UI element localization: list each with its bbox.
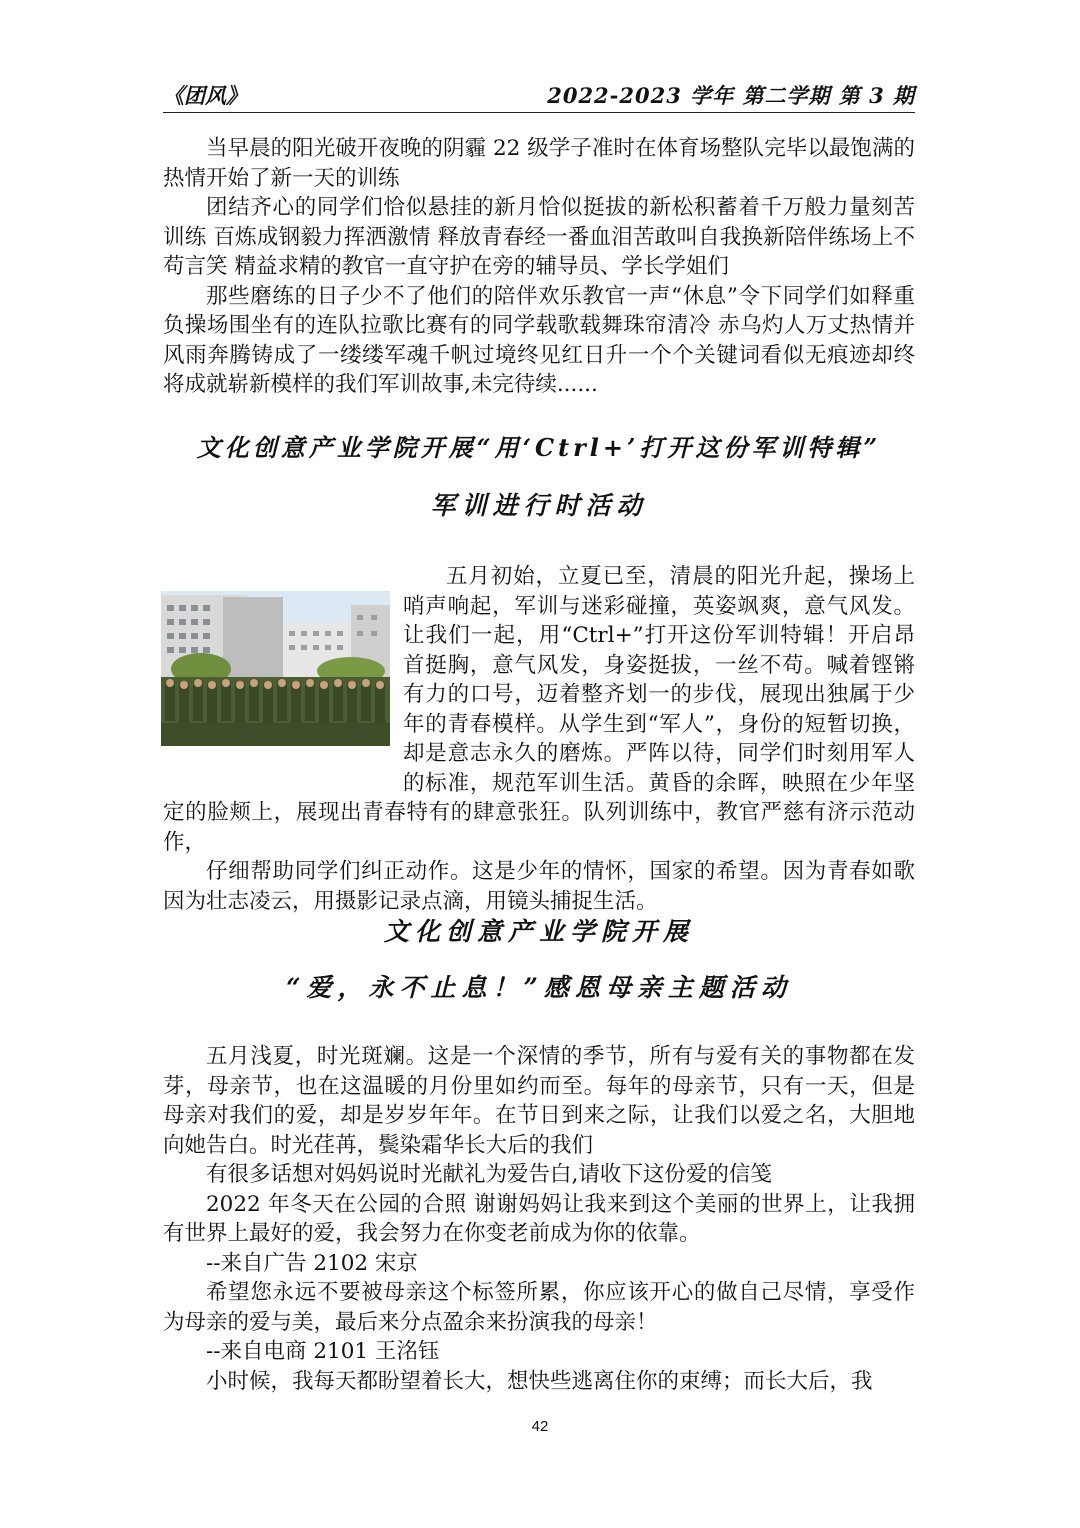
paragraph: 五月浅夏，时光斑斓。这是一个深情的季节，所有与爱有关的事物都在发芽，母亲节，也在这温暖的月份里如约而至。每年的母亲节，只有一天，但是母亲对我们的爱，却是岁岁年年。在节日到来之际，让我们以爱之名，大胆地向她告白。时光荏苒，鬓染霜华长大后的我们 [163,1044,915,1158]
section1-body [163,134,915,400]
section3-body [163,1042,915,1396]
paragraph: 五月初始，立夏已至，清晨的阳光升起，操场上哨声响起，军训与迷彩碰撞，英姿飒爽，意气风发。让我们一起，用“Ctrl+”打开这份军训特辑！开启昂首挺胸，意气风发，身姿挺拔，一丝不苟。喊着铿锵有力的口号，迈着整齐划一的步伐，展现出独属于少年的青春模样。从学生到“军人”，身份的短暂切换，却是意志永久的磨炼。严阵以待，同学们时刻用军人的标准，规范军训生活。黄昏的余晖，映照在少年坚定的脸颊上，展现出青春特有的肆意张狂。队列训练中，教官严慈有济示范动作， [163,564,915,855]
paragraph: 小时候，我每天都盼望着长大，想快些逃离住你的束缚；而长大后，我 [206,1368,873,1394]
journal-name: 《团风》 [163,83,247,108]
paragraph: 仔细帮助同学们纠正动作。这是少年的情怀，国家的希望。因为青春如歌因为壮志凌云，用摄影记录点滴，用镜头捕捉生活。 [163,859,915,914]
signature-line: --来自广告 2102 宋京 [206,1250,418,1276]
paragraph: 有很多话想对妈妈说时光献礼为爱告白,请收下这份爱的信笺 [206,1162,772,1187]
paragraph: 当早晨的阳光破开夜晚的阴霾 22 级学子准时在体育场整队完毕以最饱满的热情开始了新一天的训练 [163,136,915,191]
issue-info: 2022-2023 学年 第二学期 第 3 期 [547,83,915,108]
section2-title-line1: 文化创意产业学院开展“用‘Ctrl+’打开这份军训特辑” [196,433,882,462]
section2-title-line2: 军训进行时活动 [430,491,648,520]
paragraph: 2022 年冬天在公园的合照 谢谢妈妈让我来到这个美丽的世界上，让我拥有世界上最好的爱，我会努力在你变老前成为你的依靠。 [163,1191,915,1246]
page-number: 42 [531,1418,549,1435]
photo-spacer [163,591,403,776]
section2-body [163,562,915,916]
signature-line: --来自电商 2101 王洺钰 [206,1339,440,1364]
page-header [163,78,915,113]
paragraph: 希望您永远不要被母亲这个标签所累，你应该开心的做自己尽情，享受作为母亲的爱与美，最后来分点盈余来扮演我的母亲！ [163,1280,915,1335]
paragraph: 团结齐心的同学们恰似悬挂的新月恰似挺拔的新松积蓄着千万般力量刻苦训练 百炼成钢毅力挥洒激情 释放青春经一番血泪苦敢叫自我换新陪伴练场上不苟言笑 精益求精的教官一直守护在旁的辅导员、学长学姐们 [163,195,915,279]
section3-title-line1: 文化创意产业学院开展 [383,917,694,946]
paragraph: 那些磨练的日子少不了他们的陪伴欢乐教官一声“休息”令下同学们如释重负操场围坐有的连队拉歌比赛有的同学载歌载舞珠帘清冷 赤乌灼人万丈热情并风雨奔腾铸成了一缕缕军魂千帆过境终见红日升一个个关键词看似无痕迹却终将成就崭新模样的我们军训故事,未完待续...... [163,283,915,397]
section3-title-line2: “爱，永不止息！”感恩母亲主题活动 [286,973,792,1002]
